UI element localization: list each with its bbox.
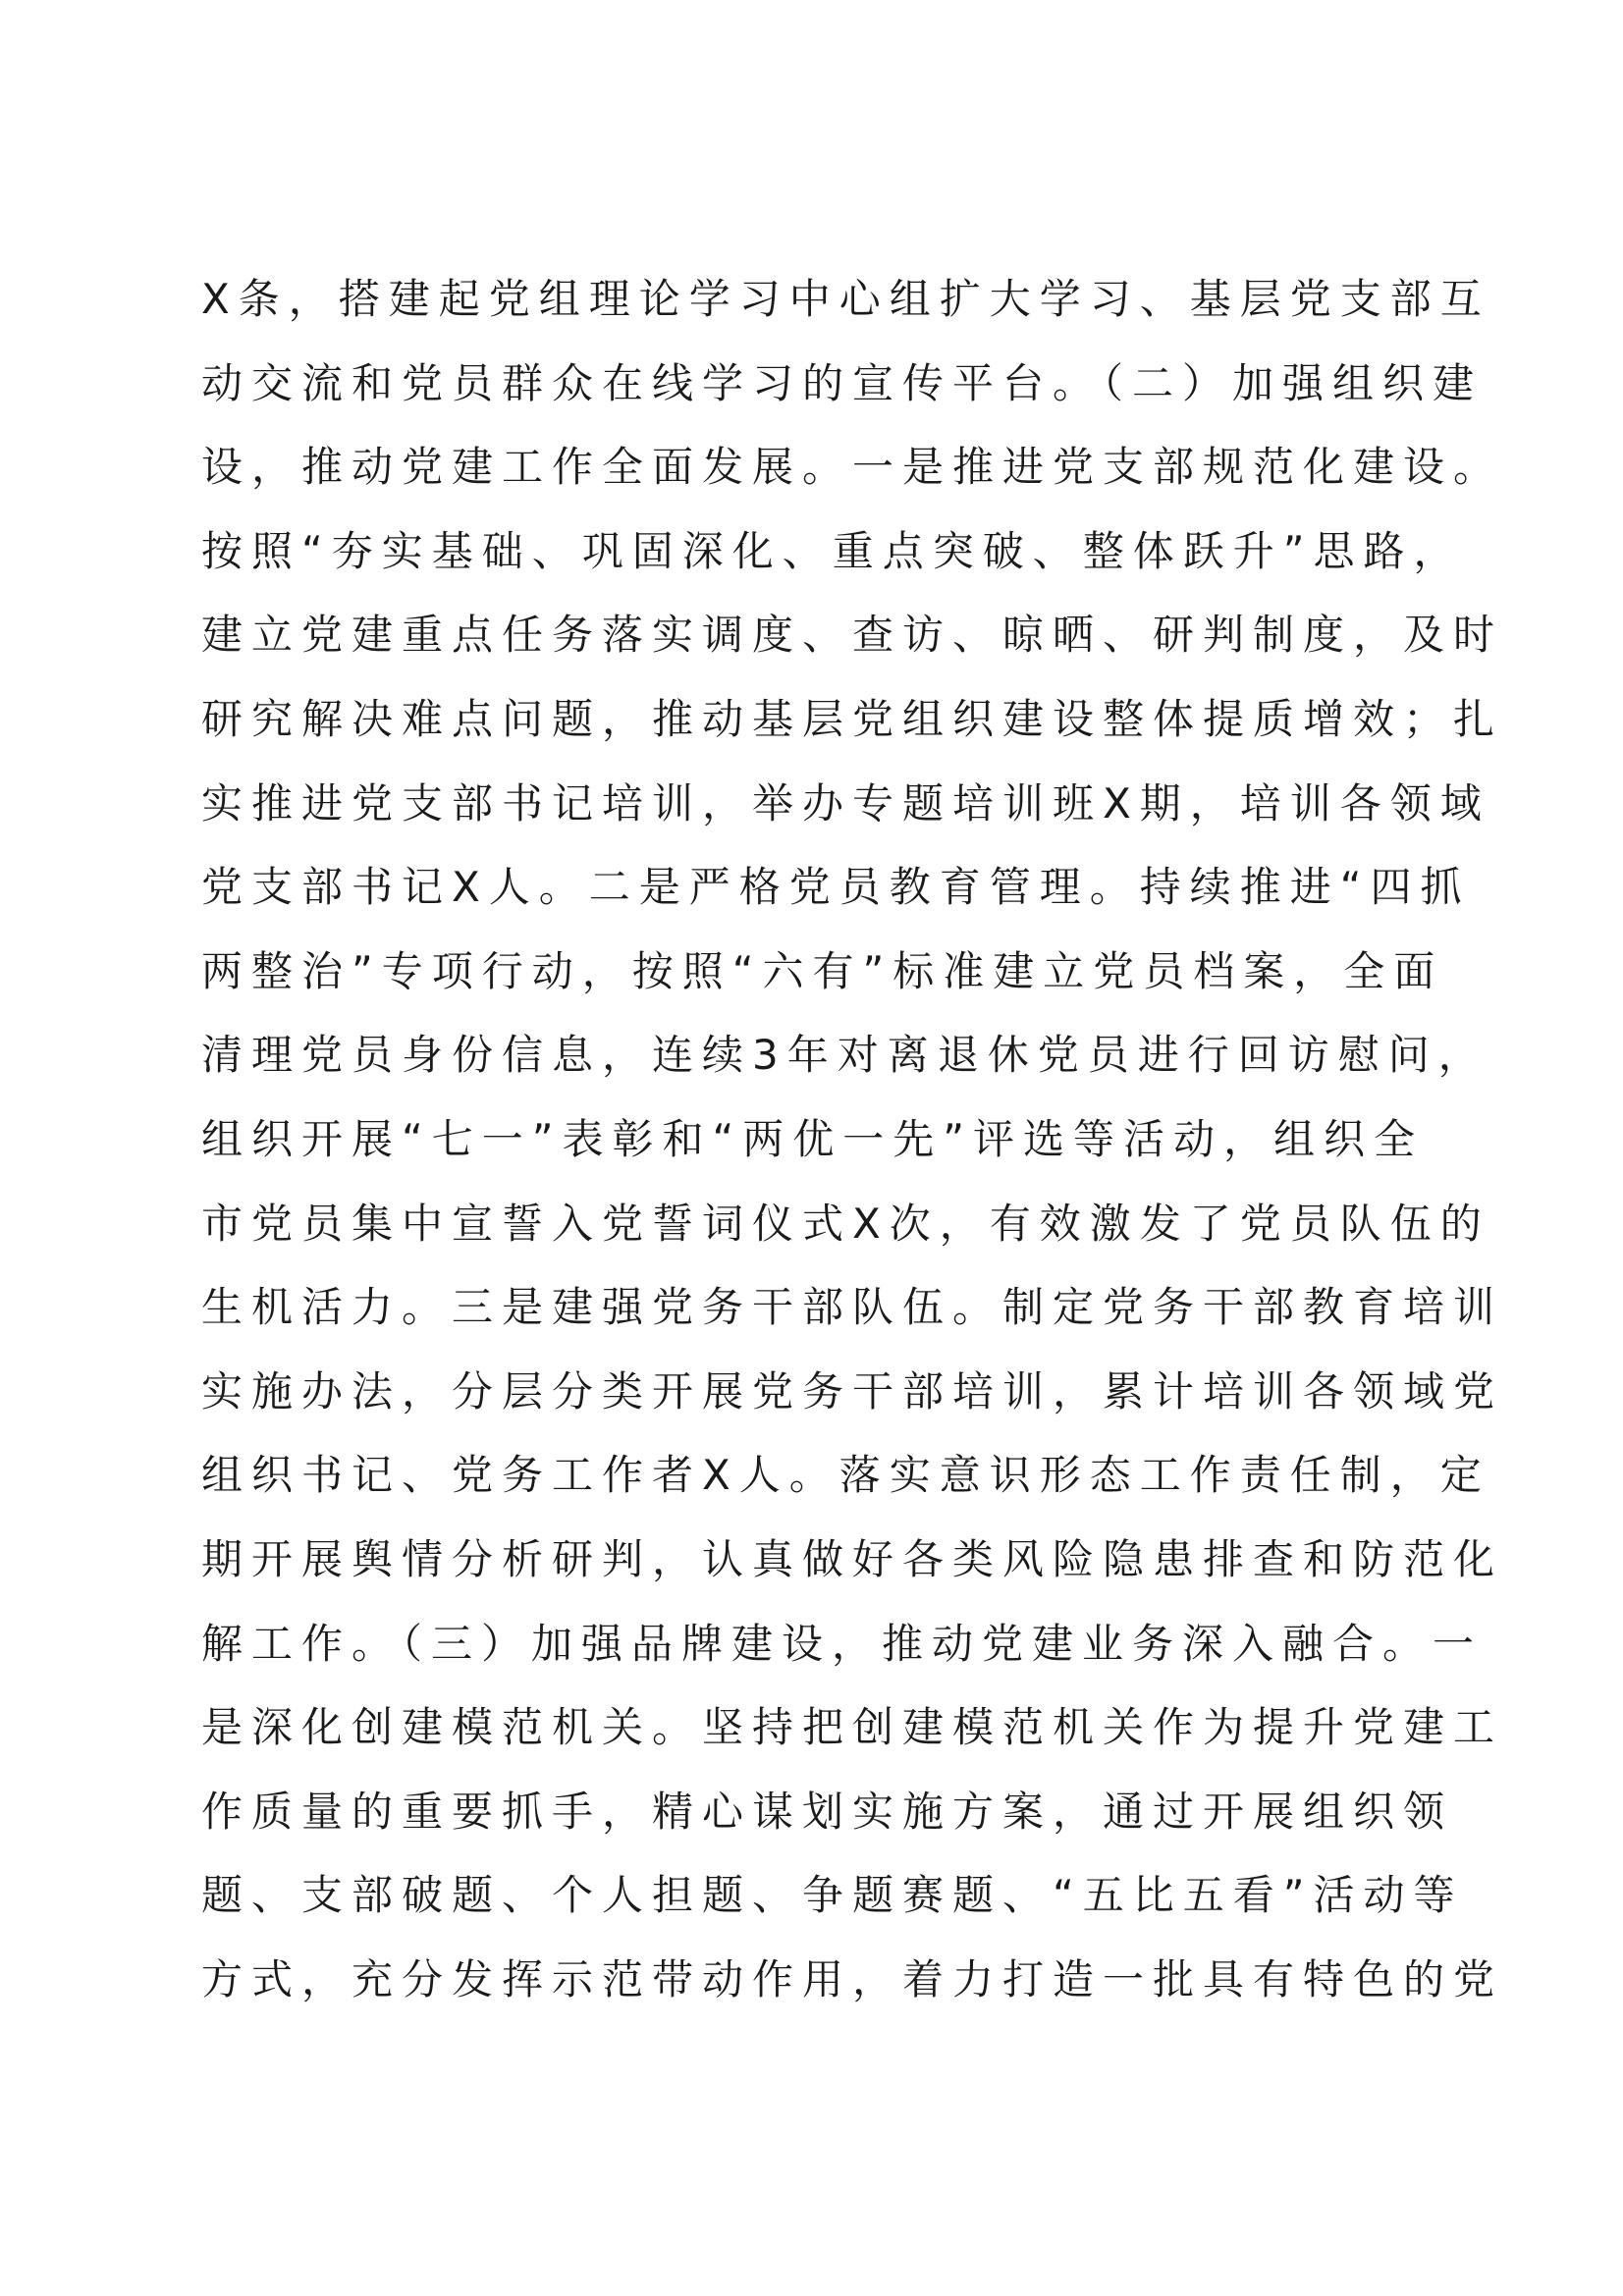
text-line: 组织开展“七一”表彰和“两优一先”评选等活动，组织全 — [201, 1114, 1425, 1163]
text-line: 实推进党支部书记培训，举办专题培训班X期，培训各领域 — [201, 778, 1490, 828]
text-line: 实施办法，分层分类开展党务干部培训，累计培训各领域党 — [201, 1366, 1504, 1415]
text-line: 期开展舆情分析研判，认真做好各类风险隐患排查和防范化 — [201, 1534, 1504, 1583]
text-line: 是深化创建模范机关。坚持把创建模范机关作为提升党建工 — [201, 1703, 1504, 1752]
text-line: 方式，充分发挥示范带动作用，着力打造一批具有特色的党 — [201, 1954, 1504, 2003]
text-line: 按照“夯实基础、巩固深化、重点突破、整体跃升”思路， — [201, 526, 1464, 575]
body-text — [201, 257, 1504, 2021]
text-line: 作质量的重要抓手，精心谋划实施方案，通过开展组织领 — [201, 1787, 1454, 1836]
text-line: 设，推动党建工作全面发展。一是推进党支部规范化建设。 — [201, 443, 1504, 492]
text-line: 两整治”专项行动，按照“六有”标准建立党员档案，全面 — [201, 946, 1444, 995]
text-line: 组织书记、党务工作者X人。落实意识形态工作责任制，定 — [201, 1451, 1490, 1500]
text-line: X条，搭建起党组理论学习中心组扩大学习、基层党支部互 — [201, 275, 1490, 323]
text-line: 建立党建重点任务落实调度、查访、晾晒、研判制度，及时 — [201, 611, 1504, 660]
text-line: 生机活力。三是建强党务干部队伍。制定党务干部教育培训 — [201, 1283, 1504, 1332]
text-line: 研究解决难点问题，推动基层党组织建设整体提质增效；扎 — [201, 694, 1504, 743]
text-line: 动交流和党员群众在线学习的宣传平台。（二）加强组织建 — [201, 358, 1484, 407]
text-line: 题、支部破题、个人担题、争题赛题、“五比五看”活动等 — [201, 1871, 1464, 1920]
text-line: 解工作。（三）加强品牌建设，推动党建业务深入融合。一 — [201, 1619, 1484, 1668]
text-line: 清理党员身份信息，连续3年对离退休党员进行回访慰问， — [201, 1031, 1488, 1080]
text-line: 党支部书记X人。二是严格党员教育管理。持续推进“四抓 — [201, 863, 1471, 912]
text-line: 市党员集中宣誓入党誓词仪式X次，有效激发了党员队伍的 — [201, 1199, 1490, 1248]
